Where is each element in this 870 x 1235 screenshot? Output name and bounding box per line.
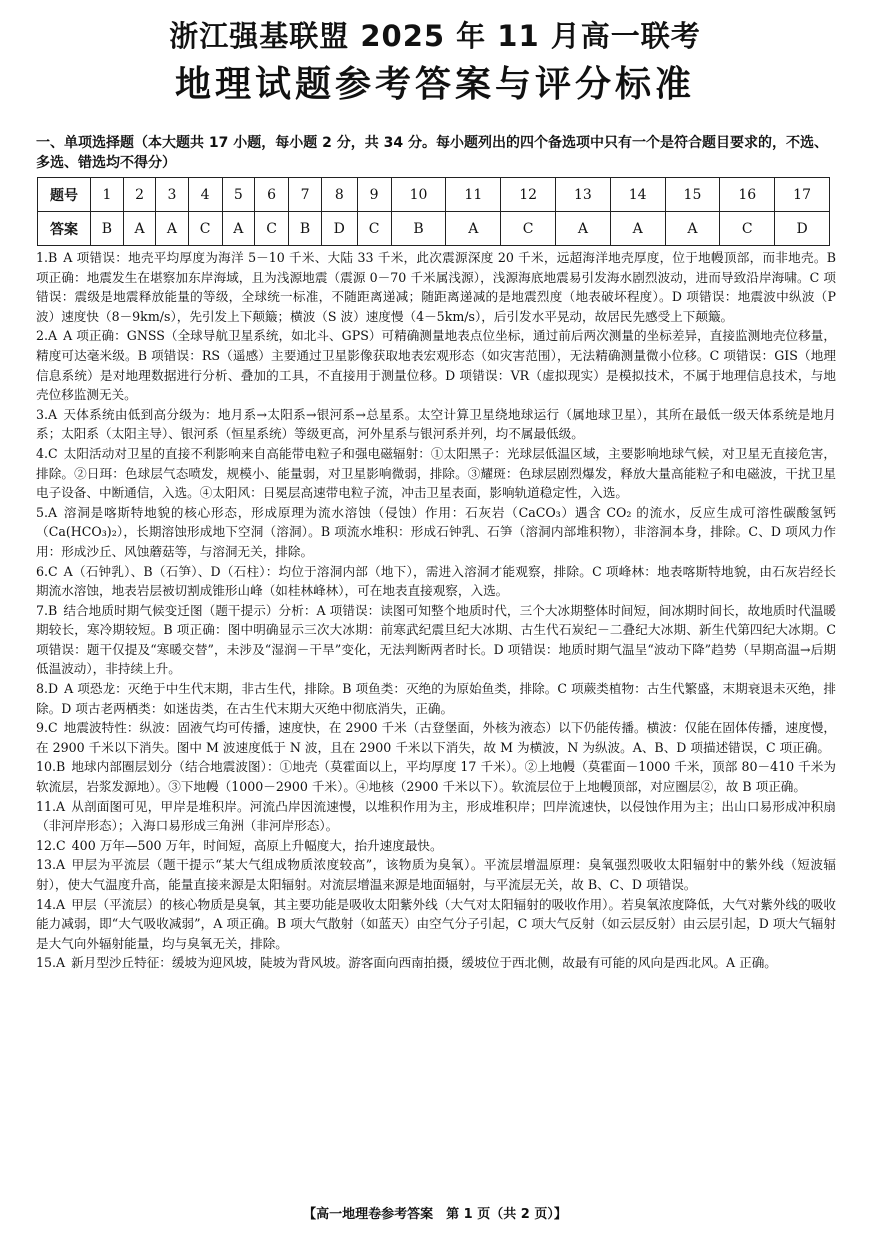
item-number: 14. [36,896,57,912]
item-explanation: A 项正确：GNSS（全球导航卫星系统，如北斗、GPS）可精确测量地表点位坐标，通过前后两次测量的坐标差异，直接监测地壳位移量，精度可达毫米级。B 项错误：RS（遥感）主要通过卫星影像获取地表宏观形态（如灾害范围），无法精确测量微小位移。C 项错误：GIS（地理信息系统）是对地理数据进行分析、叠加的工具，不直接用于测量位移。D 项错误：VR（虚拟现实）是模拟技术，不属于地理信息技术，与地壳位移监测无关。 [36,328,836,403]
item-answer: A [48,328,58,344]
document-title: 地理试题参考答案与评分标准 [174,64,695,105]
item-answer: A [56,798,66,814]
answer-cell: C [188,212,222,246]
item-explanation: 新月型沙丘特征：缓坡为迎风坡，陡坡为背风坡。游客面向西南拍摄，缓坡位于西北侧，故最有可能的风向是西北风。A 正确。 [71,955,777,971]
item-answer: B [56,759,66,775]
answer-cell: A [665,212,720,246]
answer-cell: A [446,212,501,246]
item-number: 3. [36,406,49,422]
question-number-cell: 7 [289,178,322,212]
answer-cell: A [610,212,665,246]
answer-cell: A [222,212,254,246]
item-explanation: A 项错误：地壳平均厚度为海洋 5－10 千米、大陆 33 千米，此次震源深度 20 千米，远超海洋地壳厚度，位于地幔顶部，而非地壳。B 项正确：地震发生在堪察加东岸海域，且为浅源地震（震源 0－70 千米属浅源），浅源海底地震易引发海水剧烈波动，进而导致沿岸海啸。C 项错误：震级是地震释放能量的等级，全球统一标准，不随距离递减；随距离递减的是地震烈度（地表破坏程度）。D 项错误：地震波中纵波（P 波）速度快（8－9km/s），先引发上下颠簸；横波（S 波）速度慢（4－5km/s），后引发水平晃动，故居民先感受上下颠簸。 [36,250,836,324]
explanation-item [36,797,836,836]
item-number: 13. [36,857,57,873]
explanation-item [36,503,836,562]
answer-cell: C [255,212,289,246]
item-number: 6. [36,563,49,579]
item-number: 2. [36,328,49,344]
answer-cell: C [720,212,775,246]
item-answer: C [48,720,58,736]
item-number: 8. [36,681,49,697]
item-number: 5. [36,504,49,520]
answer-cell: D [775,212,830,246]
item-answer: D [48,681,59,697]
explanation-item [36,601,836,679]
item-answer: C [56,837,66,853]
item-explanation: 天体系统由低到高分级为：地月系→太阳系→银河系→总星系。太空计算卫星绕地球运行（属地球卫星），其所在最低一级天体系统是地月系；太阳系（太阳主导）、银河系（恒星系统）等级更高，河外星系与银河系并列，均不属最低级。 [36,406,836,442]
item-number: 11. [36,798,57,814]
item-explanation: 甲层（平流层）的核心物质是臭氧，其主要功能是吸收太阳紫外线（大气对太阳辐射的吸收作用）。若臭氧浓度降低，大气对紫外线的吸收能力减弱，即“大气吸收减弱”，A 项正确。B 项大气散射（如蓝天）由空气分子引起，C 项大气反射（如云层反射）由云层引起，D 项大气辐射是大气向外辐射能量，均与臭氧无关，排除。 [36,896,836,951]
explanation-item [36,444,836,503]
item-number: 10. [36,759,57,775]
item-number: 12. [36,837,57,853]
explanation-item [36,679,836,718]
item-number: 1. [36,250,49,265]
question-number-cell: 3 [156,178,188,212]
explanation-item [36,895,836,954]
item-number: 7. [36,602,49,618]
explanation-item [36,405,836,444]
question-number-row [38,178,830,212]
item-answer: A [56,896,66,912]
item-explanation: 甲层为平流层（题干提示“某大气组成物质浓度较高”，该物质为臭氧）。平流层增温原理：臭氧强烈吸收太阳辐射中的紫外线（短波辐射），使大气温度升高，能量直接来源是太阳辐射。对流层增温来源是地面辐射，与平流层无关，故 B、C、D 项错误。 [36,857,836,892]
question-number-cell: 9 [357,178,391,212]
explanation-item [36,855,836,894]
answer-cell: B [91,212,124,246]
item-explanation: A 项恐龙：灭绝于中生代末期，非古生代，排除。B 项鱼类：灭绝的为原始鱼类，排除。C 项蕨类植物：古生代繁盛，末期衰退未灭绝，排除。D 项古老两栖类：如迷齿类，在古生代末期大灭绝中彻底消失，正确。 [36,681,836,716]
question-number-cell: 16 [720,178,775,212]
answer-cell: A [123,212,155,246]
explanation-item [36,836,836,856]
answer-cell: D [321,212,357,246]
question-number-cell: 13 [556,178,611,212]
explanation-item [36,248,836,326]
item-explanation: 400 万年—500 万年，时间短，高原上升幅度大，抬升速度最快。 [71,837,443,853]
item-number: 9. [36,720,49,736]
explanation-item [36,718,836,757]
answer-cell: B [391,212,446,246]
item-answer: A [48,504,58,520]
explanation-list [36,248,836,973]
item-answer: A [56,955,66,971]
item-answer: A [48,406,58,422]
exam-title: 浙江强基联盟 2025 年 11 月高一联考 [169,19,701,53]
answer-cell: C [501,212,556,246]
answer-row [38,212,830,246]
item-explanation: 地震波特性：纵波：固液气均可传播，速度快，在 2900 千米（古登堡面，外核为液态）以下仍能传播。横波：仅能在固体传播，速度慢，在 2900 千米以下消失。图中 M 波速度低于 N 波，且在 2900 千米以下消失，故 M 为横波，N 为纵波。A、B、D 项描述错误，C 项正确。 [36,720,836,755]
answer-cell: C [357,212,391,246]
item-number: 4. [36,445,49,461]
explanation-item [36,326,836,404]
question-number-cell: 17 [775,178,830,212]
item-number: 15. [36,955,57,971]
question-number-cell: 6 [255,178,289,212]
item-explanation: 溶洞是喀斯特地貌的核心形态，形成原理为流水溶蚀（侵蚀）作用：石灰岩（CaCO₃）遇含 CO₂ 的流水，反应生成可溶性碳酸氢钙（Ca(HCO₃)₂），长期溶蚀形成地下空洞（溶洞）。B 项流水堆积：形成石钟乳、石笋（溶洞内部堆积物），非溶洞本身，排除。C、D 项风力作用：形成沙丘、风蚀蘑菇等，与溶洞无关，排除。 [36,504,836,559]
item-explanation: 地球内部圈层划分（结合地震波图）：①地壳（莫霍面以上，平均厚度 17 千米）。②上地幔（莫霍面－1000 千米，顶部 80－410 千米为软流层，岩浆发源地）。③下地幔（1000－2900 千米）。④地核（2900 千米以下）。软流层位于上地幔顶部，对应圈层②，故 B 项正确。 [36,759,836,795]
page-footer: 【高一地理卷参考答案 第 1 页（共 2 页）】 [303,1207,567,1222]
item-explanation: 从剖面图可见，甲岸是堆积岸。河流凸岸因流速慢，以堆积作用为主，形成堆积岸；凹岸流速快，以侵蚀作用为主；出山口易形成冲积扇（非河岸形态）；入海口易形成三角洲（非河岸形态）。 [36,798,836,834]
question-number-cell: 15 [665,178,720,212]
item-explanation: 太阳活动对卫星的直接不利影响来自高能带电粒子和强电磁辐射：①太阳黑子：光球层低温区域，主要影响地球气候，对卫星无直接危害，排除。②日珥：色球层气态喷发，规模小、能量弱，对卫星影响微弱，排除。③耀斑：色球层剧烈爆发，释放大量高能粒子和电磁波，干扰卫星电子设备、中断通信，入选。④太阳风：日冕层高速带电粒子流，冲击卫星表面，影响轨道稳定性，入选。 [36,445,836,501]
item-explanation: 结合地质时期气候变迁图（题干提示）分析：A 项错误：读图可知整个地质时代，三个大冰期整体时间短，间冰期时间长，故地质时代温暖期较长，寒冷期较短。B 项正确：图中明确显示三次大冰期：前寒武纪震旦纪大冰期、古生代石炭纪－二叠纪大冰期、新生代第四纪大冰期。C 项错误：题干仅提及“寒暖交替”，未涉及“湿润－干旱”变化，无法判断两者时长。D 项错误：地质时期气温呈“波动下降”趋势（早期高温→后期低温波动），非持续上升。 [36,602,836,677]
question-number-cell: 5 [222,178,254,212]
question-number-cell: 4 [188,178,222,212]
answer-cell: A [156,212,188,246]
item-answer: C [48,563,58,579]
item-answer: B [48,250,58,265]
answer-cell: B [289,212,322,246]
explanation-item [36,562,836,601]
explanation-item [36,757,836,796]
question-number-cell: 8 [321,178,357,212]
explanation-item [36,953,836,973]
section-heading: 一、单项选择题（本大题共 17 小题，每小题 2 分，共 34 分。每小题列出的四个备选项中只有一个是符合题目要求的，不选、多选、错选均不得分） [36,135,828,171]
question-number-cell: 2 [123,178,155,212]
question-number-header: 题号 [38,178,91,212]
item-explanation: A（石钟乳）、B（石笋）、D（石柱）：均位于溶洞内部（地下），需进入溶洞才能观察，排除。C 项峰林：地表喀斯特地貌，由石灰岩经长期流水溶蚀，地表岩层被切割成锥形山峰（如桂林峰林），可在地表直接观察，入选。 [36,563,836,599]
question-number-cell: 11 [446,178,501,212]
question-number-cell: 12 [501,178,556,212]
question-number-cell: 14 [610,178,665,212]
question-number-cell: 10 [391,178,446,212]
item-answer: B [48,602,58,618]
question-number-cell: 1 [91,178,124,212]
answer-table [37,177,830,246]
answer-header: 答案 [38,212,91,246]
item-answer: C [48,445,58,461]
item-answer: A [56,857,66,873]
answer-cell: A [556,212,611,246]
